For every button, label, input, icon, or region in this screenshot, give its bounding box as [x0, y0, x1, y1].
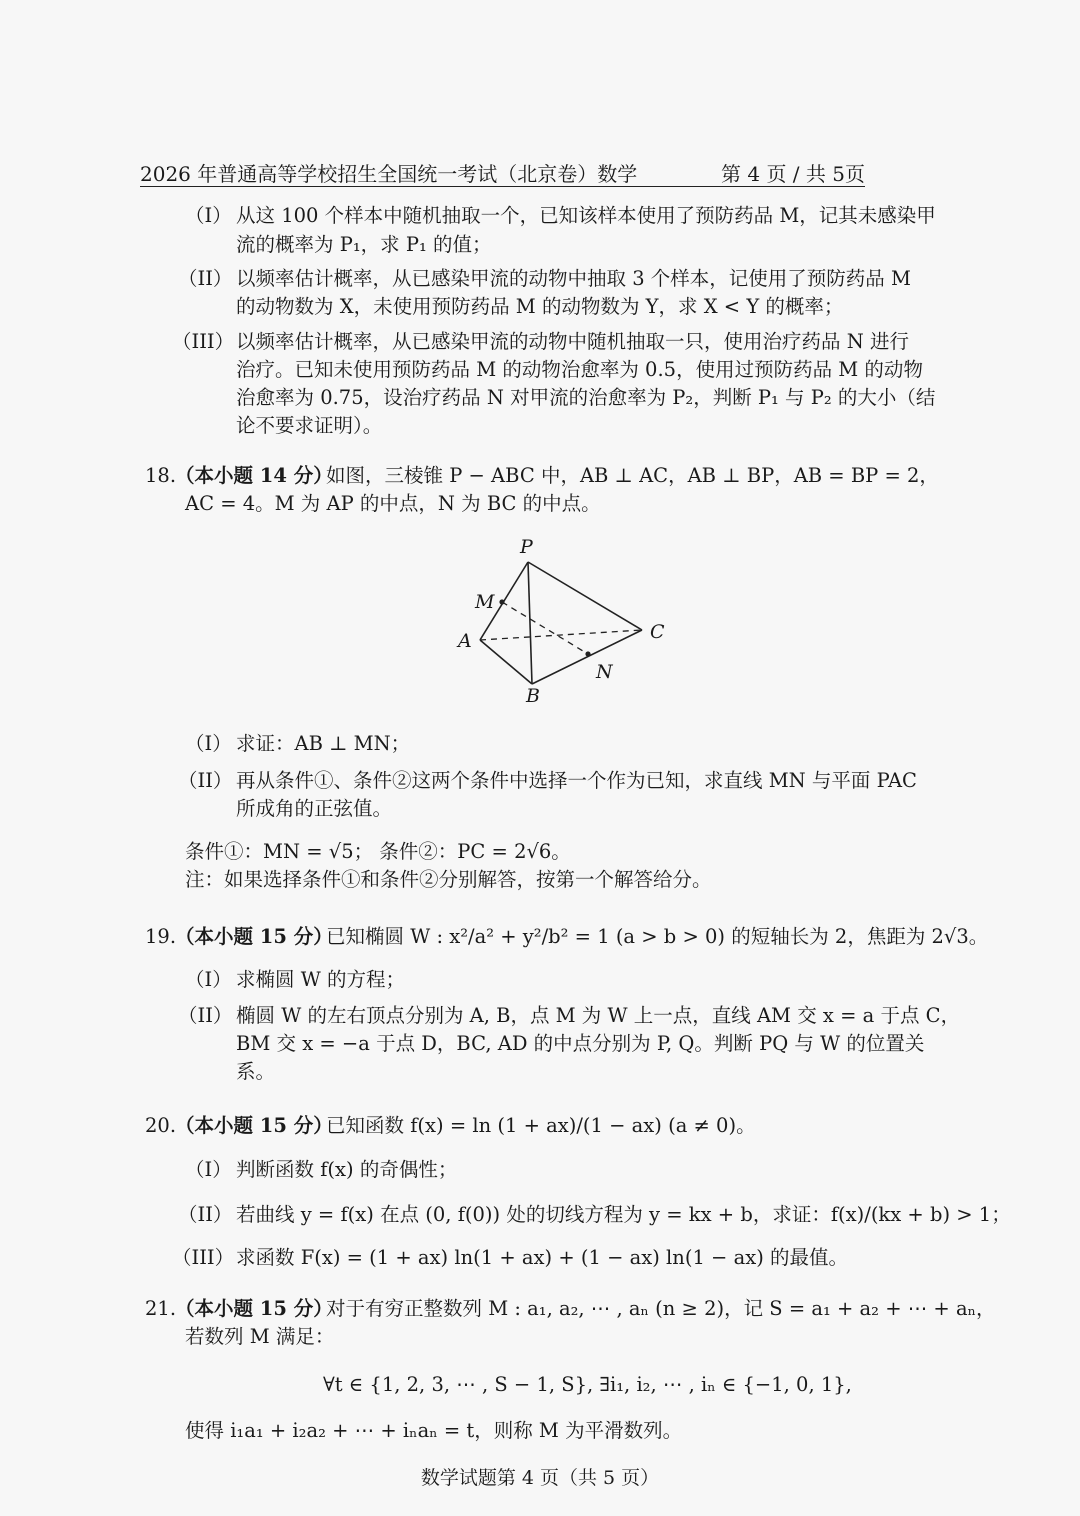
- label-P: P: [520, 536, 533, 558]
- q17-part3-line3: 治愈率为 0.75，设治疗药品 N 对甲流的治愈率为 P₂，判断 P₁ 与 P₂ 的大小（结: [236, 386, 936, 409]
- label-M: M: [475, 591, 495, 613]
- tetrahedron-figure: [450, 532, 680, 707]
- q17-part2-line2: 的动物数为 X，未使用预防药品 M 的动物数为 Y，求 X < Y 的概率；: [236, 295, 844, 318]
- q19-number: 19.: [145, 925, 177, 948]
- edge-PC: [528, 562, 642, 630]
- q20-score-tag: [175, 1112, 333, 1140]
- label-B: B: [526, 685, 540, 707]
- q17-part3-line4: 论不要求证明）。: [236, 414, 383, 437]
- q20-part2-label: （II）: [178, 1203, 233, 1226]
- point-M: [499, 599, 504, 604]
- q19-score-tag: [175, 923, 333, 951]
- q18-part1: 求证：AB ⊥ MN；: [236, 732, 411, 755]
- q20-part1-label: （I）: [185, 1158, 232, 1181]
- label-C: C: [650, 621, 665, 643]
- q17-part3-line1: 以频率估计概率，从已感染甲流的动物中随机抽取一只，使用治疗药品 N 进行: [236, 330, 909, 353]
- q18-number: 18.: [145, 464, 177, 487]
- q21-line2: 若数列 M 满足：: [185, 1325, 335, 1348]
- q20-part1: 判断函数 f(x) 的奇偶性；: [236, 1158, 458, 1181]
- q18-conditions: 条件①：MN = √5； 条件②：PC = 2√6。: [185, 840, 571, 863]
- q21-line4: 使得 i₁a₁ + i₂a₂ + ⋯ + iₙaₙ = t，则称 M 为平滑数列。: [185, 1419, 683, 1442]
- q21-tag: （本小题 15 分）: [175, 1297, 333, 1320]
- q18-tag: （本小题 14 分）: [175, 464, 333, 487]
- q17-part1-line2: 流的概率为 P₁，求 P₁ 的值；: [236, 233, 492, 256]
- q17-part2-line1: 以频率估计概率，从已感染甲流的动物中抽取 3 个样本，记使用了预防药品 M: [236, 267, 911, 290]
- edge-BC: [532, 630, 642, 684]
- q19-part1: 求椭圆 W 的方程；: [236, 968, 405, 991]
- label-N: N: [596, 661, 613, 683]
- q18-note: 注：如果选择条件①和条件②分别解答，按第一个解答给分。: [185, 868, 712, 891]
- header-title: 2026 年普通高等学校招生全国统一考试（北京卷）数学: [140, 162, 638, 186]
- q19-part2-label: （II）: [178, 1004, 233, 1027]
- q21-line1: 对于有穷正整数列 M : a₁, a₂, ⋯ , aₙ (n ≥ 2)，记 S = a₁ + a₂ + ⋯ + aₙ，: [326, 1297, 996, 1320]
- q19-part1-label: （I）: [185, 968, 232, 991]
- q19-tag: （本小题 15 分）: [175, 925, 333, 948]
- q20-part3: 求函数 F(x) = (1 + ax) ln(1 + ax) + (1 − ax) ln(1 − ax) 的最值。: [236, 1246, 849, 1269]
- q17-part3-label: （III）: [172, 330, 235, 353]
- q18-score-tag: [175, 462, 333, 490]
- q20-line1: 已知函数 f(x) = ln (1 + ax)/(1 − ax) (a ≠ 0)。: [326, 1114, 756, 1137]
- page-footer: 数学试题第 4 页（共 5 页）: [420, 1467, 660, 1489]
- label-A: A: [458, 630, 472, 652]
- edge-AB: [480, 640, 532, 684]
- q17-part2-label: （II）: [178, 267, 233, 290]
- q20-tag: （本小题 15 分）: [175, 1114, 333, 1137]
- q19-line1: 已知椭圆 W : x²/a² + y²/b² = 1 (a > b > 0) 的短轴长为 2，焦距为 2√3。: [326, 925, 989, 948]
- q18-part2-label: （II）: [178, 769, 233, 792]
- point-N: [585, 651, 590, 656]
- q17-part1-label: （I）: [185, 204, 232, 227]
- q17-part1-line1: 从这 100 个样本中随机抽取一个，已知该样本使用了预防药品 M，记其未感染甲: [236, 204, 936, 227]
- q18-part1-label: （I）: [185, 732, 232, 755]
- page-header: [140, 158, 865, 187]
- q18-part2-line2: 所成角的正弦值。: [236, 797, 393, 820]
- q21-score-tag: [175, 1295, 333, 1323]
- q20-part2: 若曲线 y = f(x) 在点 (0, f(0)) 处的切线方程为 y = kx + b，求证：f(x)/(kx + b) > 1；: [236, 1203, 1011, 1226]
- edge-PB: [528, 562, 532, 684]
- segment-MN-hidden: [502, 602, 588, 654]
- edge-AC-hidden: [480, 630, 642, 640]
- q18-line2: AC = 4。M 为 AP 的中点，N 为 BC 的中点。: [185, 492, 601, 515]
- q19-part2-line2: BM 交 x = −a 于点 D，BC, AD 的中点分别为 P, Q。判断 PQ 与 W 的位置关: [236, 1032, 925, 1055]
- q18-line1: 如图，三棱锥 P − ABC 中，AB ⊥ AC，AB ⊥ BP，AB = BP = 2，: [326, 464, 939, 487]
- q21-formula: ∀t ∈ {1, 2, 3, ⋯ , S − 1, S}, ∃i₁, i₂, ⋯ , iₙ ∈ {−1, 0, 1},: [323, 1373, 852, 1396]
- q18-part2-line1: 再从条件①、条件②这两个条件中选择一个作为已知，求直线 MN 与平面 PAC: [236, 769, 917, 792]
- header-page-number: 第 4 页 / 共 5页: [721, 162, 865, 186]
- q21-number: 21.: [145, 1297, 177, 1320]
- q19-part2-line3: 系。: [236, 1060, 276, 1083]
- q19-part2-line1: 椭圆 W 的左右顶点分别为 A, B，点 M 为 W 上一点，直线 AM 交 x = a 于点 C，: [236, 1004, 961, 1027]
- q17-part3-line2: 治疗。已知未使用预防药品 M 的动物治愈率为 0.5，使用过预防药品 M 的动物: [236, 358, 923, 381]
- q20-part3-label: （III）: [172, 1246, 235, 1269]
- q20-number: 20.: [145, 1114, 177, 1137]
